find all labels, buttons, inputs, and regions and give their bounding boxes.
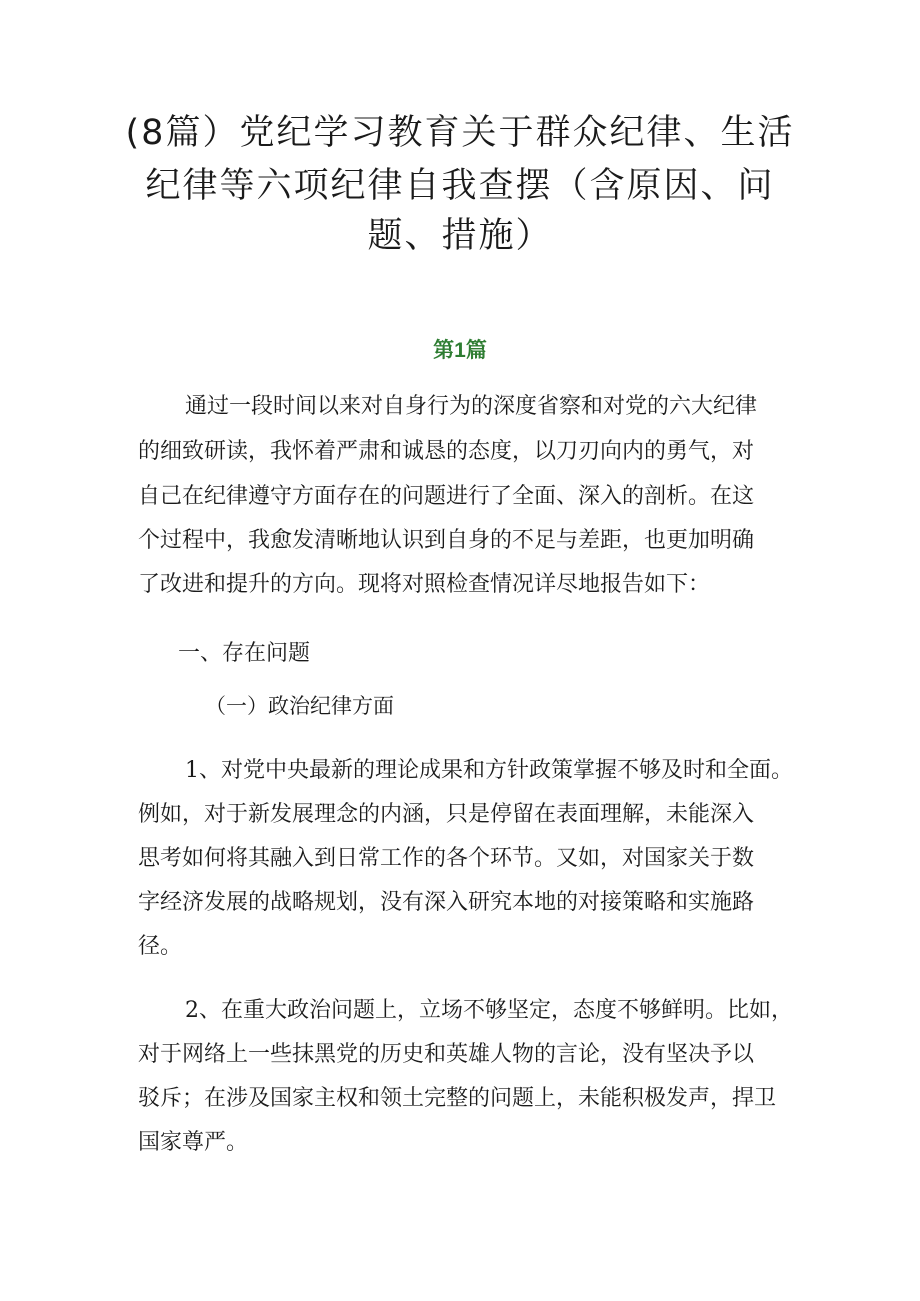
intro-line: 通过一段时间以来对自身行为的深度省察和对党的六大纪律 (185, 394, 758, 419)
intro-line: 了改进和提升的方向。现将对照检查情况详尽地报告如下： (138, 572, 711, 597)
item-2-line: 国家尊严。 (138, 1130, 249, 1155)
document-title-line-2: 纪律等六项纪律自我查摆（含原因、问 (145, 166, 775, 206)
document-title-line-1: (8篇）党纪学习教育关于群众纪律、生活 (125, 113, 795, 153)
item-1-line: 字经济发展的战略规划，没有深入研究本地的对接策略和实施路 (138, 890, 755, 915)
item-2-line: 对于网络上一些抹黑党的历史和英雄人物的言论，没有坚决予以 (138, 1042, 755, 1067)
item-1-line: 例如，对于新发展理念的内涵，只是停留在表面理解，未能深入 (138, 802, 755, 827)
section-label: 第1篇 (433, 339, 487, 362)
heading-political-discipline: （一）政治纪律方面 (205, 694, 394, 718)
item-1-line: 思考如何将其融入到日常工作的各个环节。又如，对国家关于数 (138, 846, 755, 871)
heading-existing-problems: 一、存在问题 (178, 640, 311, 665)
item-1-line: 1、对党中央最新的理论成果和方针政策掌握不够及时和全面。 (185, 758, 793, 783)
item-1-line: 径。 (138, 934, 183, 959)
intro-line: 个过程中，我愈发清晰地认识到自身的不足与差距，也更加明确 (138, 528, 755, 553)
intro-line: 的细致研读，我怀着严肃和诚恳的态度，以刀刃向内的勇气，对 (138, 439, 755, 464)
intro-line: 自己在纪律遵守方面存在的问题进行了全面、深入的剖析。在这 (138, 484, 755, 509)
item-2-line: 驳斥；在涉及国家主权和领土完整的问题上，未能积极发声，捍卫 (138, 1086, 777, 1111)
document-title-line-3: 题、措施） (367, 216, 553, 256)
item-2-line: 2、在重大政治问题上，立场不够坚定，态度不够鲜明。比如， (185, 998, 793, 1023)
